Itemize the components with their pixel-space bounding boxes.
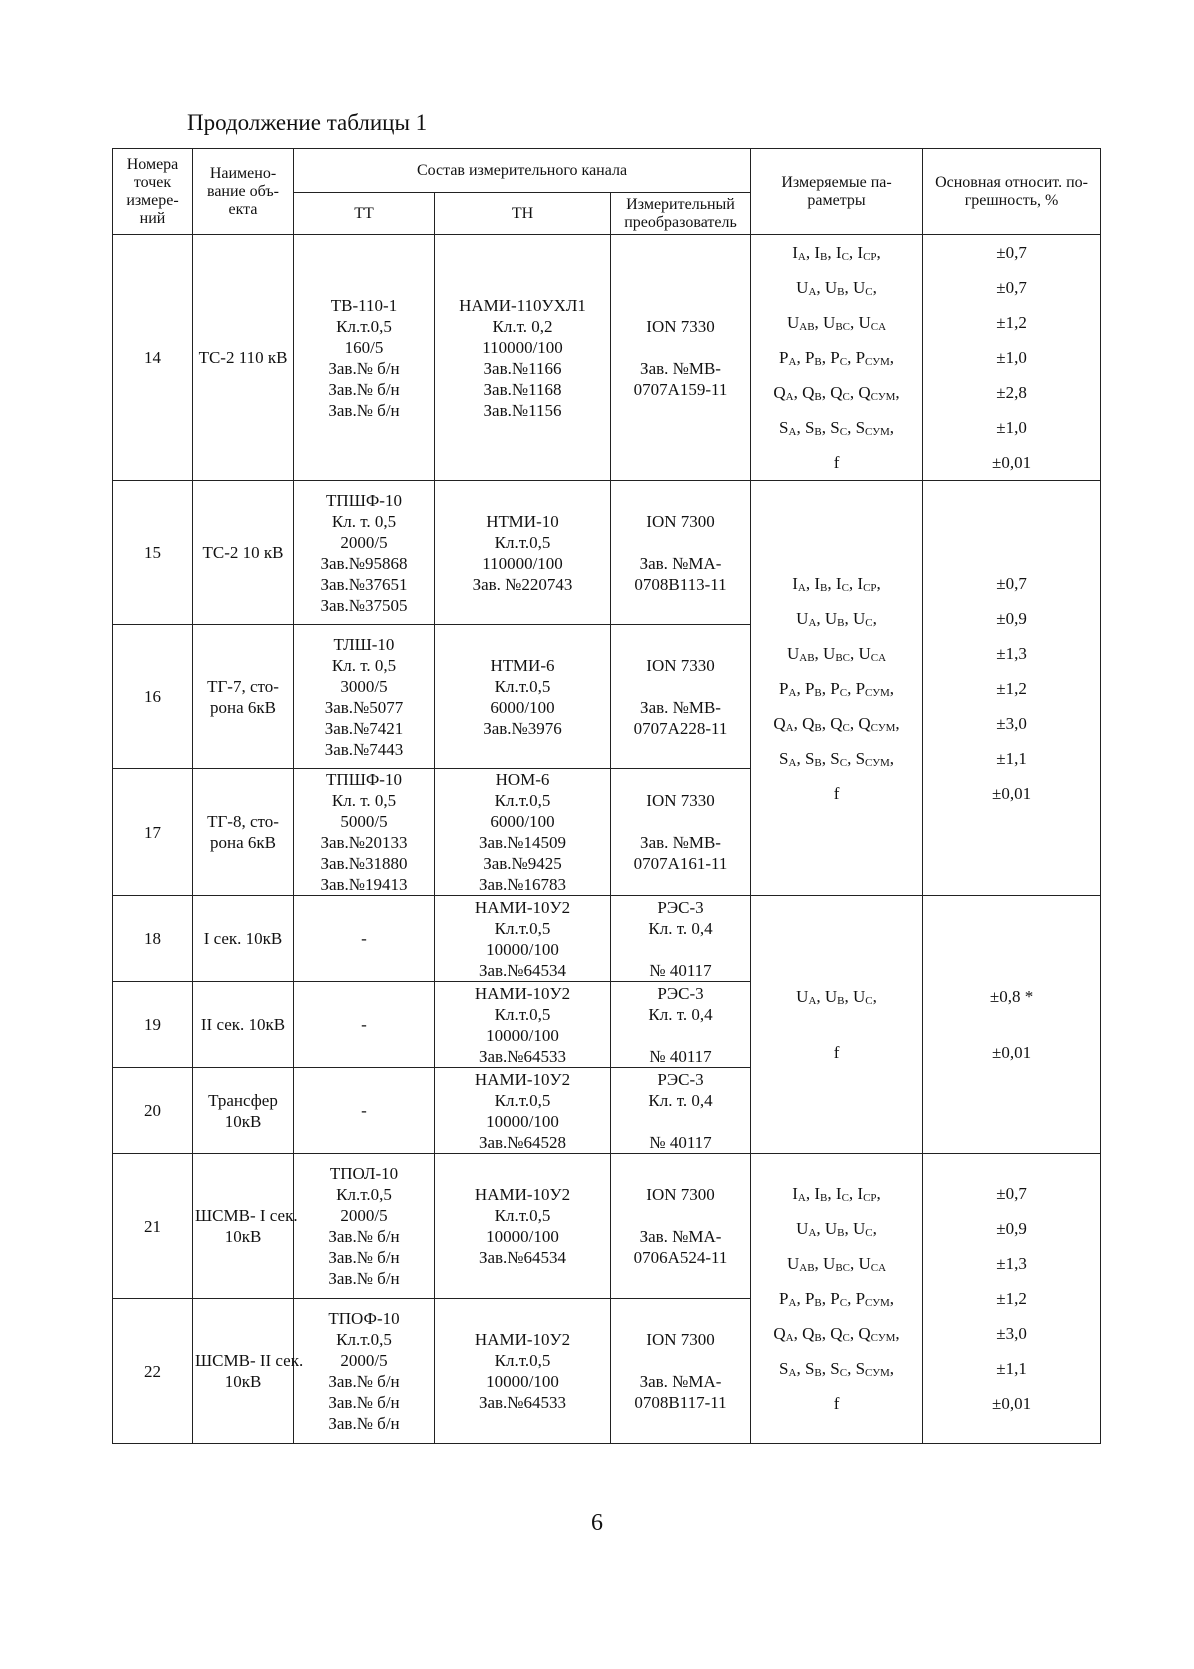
tt-line: ТПОФ-10 <box>328 1309 400 1328</box>
measured-param: $S_A$, $S_B$, $S_C$, $S_{СУМ}$, <box>779 1359 895 1379</box>
tt-line: - <box>361 1015 367 1034</box>
tn-line: Кл.т.0,5 <box>494 1206 551 1225</box>
tn-line: НТМИ-10 <box>486 511 559 531</box>
error-value: ±0,01 <box>991 1042 1032 1062</box>
tn-line: НАМИ-10У2 <box>474 1330 571 1349</box>
error-value: ±0,7 <box>996 243 1027 262</box>
tn-line: Зав.№9425 <box>483 854 562 873</box>
tt-line: Зав.№7443 <box>324 739 404 759</box>
object-name-cell <box>193 1068 294 1154</box>
error-value: ±1,0 <box>996 348 1027 367</box>
measured-param: $Q_A$, $Q_B$, $Q_C$, $Q_{СУМ}$, <box>773 383 900 403</box>
tn-line: Зав.№64533 <box>478 1393 567 1412</box>
object-name: ТС-2 110 кВ <box>198 348 288 367</box>
tt-cell <box>294 982 435 1068</box>
measured-param: $U_{AB}$, $U_{BC}$, $U_{CA}$ <box>786 643 887 664</box>
measured-param: $I_A$, $I_B$, $I_C$, $I_{CP}$, <box>792 1184 881 1204</box>
tt-cell <box>294 1068 435 1154</box>
error-value: ±0,01 <box>991 1394 1032 1413</box>
converter-line: ION 7330 <box>646 316 715 336</box>
tt-cell <box>294 1299 435 1444</box>
tt-line: 2000/5 <box>340 532 388 552</box>
converter-line: № 40117 <box>649 1132 712 1152</box>
header-tt: ТТ <box>294 193 435 235</box>
measured-param: $Q_A$, $Q_B$, $Q_C$, $Q_{СУМ}$, <box>773 713 900 734</box>
converter-line <box>613 337 748 358</box>
tt-cell <box>294 625 435 769</box>
tn-line: НТМИ-6 <box>490 655 555 675</box>
header-tn: ТН <box>435 193 611 235</box>
converter-line: 0706A524-11 <box>633 1248 728 1267</box>
relative-error-cell <box>923 481 1101 896</box>
converter-cell <box>611 235 751 481</box>
tt-line: Зав.№31880 <box>320 854 408 873</box>
tt-line: Зав.№37651 <box>320 574 408 594</box>
converter-line: РЭС-3 <box>657 897 704 917</box>
tn-line: Кл.т.0,5 <box>494 1090 551 1110</box>
converter-line: № 40117 <box>649 1046 712 1066</box>
converter-line <box>613 1111 748 1132</box>
object-name: I сек. 10кВ <box>203 929 283 948</box>
measured-param: f <box>833 783 840 803</box>
header-channel-composition: Состав измерительного канала <box>294 149 751 193</box>
point-number: 18 <box>113 896 193 982</box>
tn-cell <box>435 896 611 982</box>
tn-line: Зав.№1168 <box>483 379 562 399</box>
tn-line: НАМИ-10У2 <box>474 897 571 917</box>
converter-line <box>613 811 748 832</box>
tt-cell <box>294 481 435 625</box>
converter-line: Зав. №MB- <box>640 697 721 717</box>
header-converter: Измерительный преобразователь <box>611 193 751 235</box>
tn-line: Кл.т.0,5 <box>494 676 551 696</box>
converter-line: Зав. №MB- <box>640 358 721 378</box>
converter-line: РЭС-3 <box>657 1069 704 1089</box>
tn-line: 10000/100 <box>486 1372 559 1391</box>
table-row <box>113 481 1101 625</box>
tn-line: 6000/100 <box>490 812 555 831</box>
point-number: 14 <box>113 235 193 481</box>
object-name-cell <box>193 481 294 625</box>
point-number: 22 <box>113 1299 193 1444</box>
tt-line: ТПШФ-10 <box>326 490 402 510</box>
object-name-cell <box>193 769 294 896</box>
converter-line: 0707A161-11 <box>633 854 728 873</box>
tn-line: Зав.№64528 <box>478 1132 567 1152</box>
object-name: Трансфер <box>208 1090 278 1110</box>
error-value: ±1,2 <box>996 678 1027 698</box>
tt-line: - <box>361 1101 367 1120</box>
converter-line <box>613 1350 748 1371</box>
converter-line <box>613 676 748 697</box>
object-name: ТГ-8, сто- <box>207 812 279 831</box>
point-number: 16 <box>113 625 193 769</box>
converter-line <box>613 1025 748 1046</box>
tt-line: Кл. т. 0,5 <box>331 511 397 531</box>
point-number: 19 <box>113 982 193 1068</box>
converter-cell <box>611 1299 751 1444</box>
header-relative-error: Основная относит. по-грешность, % <box>923 149 1101 235</box>
object-name-cell <box>193 896 294 982</box>
tn-cell <box>435 1299 611 1444</box>
converter-line: 0707A159-11 <box>633 379 728 399</box>
error-value: ±1,2 <box>996 1289 1027 1308</box>
tn-line: 10000/100 <box>486 1025 559 1045</box>
converter-line <box>613 939 748 960</box>
converter-cell <box>611 625 751 769</box>
header-point-number: Номера точек измере-ний <box>113 149 193 235</box>
tt-line: Кл.т.0,5 <box>336 1330 392 1349</box>
table-caption: Продолжение таблицы 1 <box>187 110 428 135</box>
tn-cell <box>435 481 611 625</box>
error-value: ±3,0 <box>996 713 1027 733</box>
object-name: ШСМВ- I сек. <box>195 1206 298 1225</box>
object-name-cell <box>193 625 294 769</box>
converter-line: Кл. т. 0,4 <box>648 1004 713 1024</box>
header-measured-params: Измеряемые па-раметры <box>751 149 923 235</box>
measured-param: $P_A$, $P_B$, $P_C$, $P_{СУМ}$, <box>779 678 895 699</box>
tt-cell <box>294 235 435 481</box>
tt-line: Кл. т. 0,5 <box>331 791 397 810</box>
tn-line: 10000/100 <box>486 1227 559 1246</box>
object-name: II сек. 10кВ <box>200 1015 286 1034</box>
error-value: ±0,7 <box>996 278 1027 297</box>
converter-cell <box>611 982 751 1068</box>
tt-line: Зав.№37505 <box>320 595 408 615</box>
tn-cell <box>435 1068 611 1154</box>
error-value: ±2,8 <box>996 383 1027 402</box>
object-name-cell <box>193 982 294 1068</box>
tt-line: Зав.№7421 <box>324 718 404 738</box>
converter-cell <box>611 1068 751 1154</box>
tt-line: Зав.№ б/н <box>328 1414 400 1433</box>
tt-line: ТПОЛ-10 <box>329 1164 399 1183</box>
object-name: 10кВ <box>224 1372 262 1391</box>
object-name: рона 6кВ <box>210 833 276 852</box>
converter-line: РЭС-3 <box>657 983 704 1003</box>
tn-line: Зав.№64534 <box>478 1248 567 1267</box>
tt-line: Зав.№ б/н <box>328 1393 400 1412</box>
object-name: рона 6кВ <box>210 697 276 717</box>
tt-line: - <box>361 929 367 948</box>
tt-line: Кл.т.0,5 <box>336 1185 392 1204</box>
converter-line: ION 7300 <box>646 1185 715 1204</box>
relative-error-cell <box>923 235 1101 481</box>
error-value: ±1,3 <box>996 643 1027 663</box>
converter-line: Зав. №MB- <box>640 833 721 852</box>
point-number: 20 <box>113 1068 193 1154</box>
tt-line: Зав.№ б/н <box>328 1248 400 1267</box>
converter-line <box>613 532 748 553</box>
measured-param: $I_A$, $I_B$, $I_C$, $I_{CP}$, <box>792 243 881 263</box>
tn-cell <box>435 769 611 896</box>
tn-line: НОМ-6 <box>495 770 550 789</box>
tn-line: 110000/100 <box>482 337 563 357</box>
table-row <box>113 896 1101 982</box>
point-number: 17 <box>113 769 193 896</box>
tt-line: Зав.№ б/н <box>328 400 400 420</box>
measured-param: $Q_A$, $Q_B$, $Q_C$, $Q_{СУМ}$, <box>773 1324 900 1344</box>
tt-line: 2000/5 <box>340 1351 388 1370</box>
converter-line: ION 7300 <box>646 511 715 531</box>
tn-cell <box>435 1154 611 1299</box>
tt-cell <box>294 896 435 982</box>
measured-param: $S_A$, $S_B$, $S_C$, $S_{СУМ}$, <box>779 418 895 438</box>
tn-line: Зав.№3976 <box>483 718 562 738</box>
tt-line: 5000/5 <box>340 812 388 831</box>
relative-error-cell <box>923 1154 1101 1444</box>
converter-line: Зав. №МА- <box>639 553 722 573</box>
tt-line: Зав.№ б/н <box>328 1227 400 1246</box>
converter-line: 0707A228-11 <box>633 718 728 738</box>
table-row <box>113 1154 1101 1299</box>
tt-line: ТЛШ-10 <box>333 634 395 654</box>
measured-params-cell <box>751 1154 923 1444</box>
converter-line: Кл. т. 0,4 <box>648 1090 713 1110</box>
converter-line: Зав. №МА- <box>639 1372 722 1391</box>
tn-cell <box>435 235 611 481</box>
table-row <box>113 235 1101 481</box>
tt-line: Кл. т. 0,5 <box>331 655 397 675</box>
error-value: ±0,9 <box>996 1219 1027 1238</box>
measured-param: $U_{AB}$, $U_{BC}$, $U_{CA}$ <box>786 313 887 333</box>
error-value: ±0,8 * <box>989 986 1034 1006</box>
tn-cell <box>435 625 611 769</box>
error-value: ±0,7 <box>996 1184 1027 1203</box>
tt-line: 2000/5 <box>340 1206 388 1225</box>
tn-line: Зав.№1156 <box>483 400 562 420</box>
object-name: 10кВ <box>224 1111 262 1131</box>
converter-line <box>613 1205 748 1226</box>
measured-params-cell <box>751 481 923 896</box>
tt-line: Зав.№ б/н <box>328 358 400 378</box>
tn-line: Зав.№64533 <box>478 1046 567 1066</box>
converter-cell <box>611 769 751 896</box>
object-name-cell <box>193 235 294 481</box>
tt-line: Зав.№ б/н <box>328 379 400 399</box>
tn-line: Зав.№64534 <box>478 960 567 980</box>
tn-line: Кл.т. 0,2 <box>492 316 553 336</box>
tn-line: 10000/100 <box>486 939 559 959</box>
relative-error-cell <box>923 896 1101 1154</box>
tt-line: Зав.№19413 <box>320 875 408 894</box>
measured-params-cell <box>751 235 923 481</box>
measured-param: $U_A$, $U_B$, $U_C$, <box>796 278 877 298</box>
object-name: ШСМВ- II сек. <box>195 1351 304 1370</box>
error-value: ±1,1 <box>996 1359 1027 1378</box>
measured-param: $U_A$, $U_B$, $U_C$, <box>796 1219 877 1239</box>
tn-line: Кл.т.0,5 <box>494 532 551 552</box>
tt-line: Зав.№ б/н <box>328 1372 400 1391</box>
error-value: ±1,0 <box>996 418 1027 437</box>
converter-cell <box>611 1154 751 1299</box>
converter-line: № 40117 <box>649 960 712 980</box>
converter-cell <box>611 481 751 625</box>
error-value: ±1,3 <box>996 1254 1027 1273</box>
converter-line: ION 7330 <box>646 791 715 810</box>
measurement-table <box>112 148 1101 1444</box>
tn-line: Кл.т.0,5 <box>494 918 551 938</box>
object-name-cell <box>193 1299 304 1444</box>
object-name: ТС-2 10 кВ <box>202 543 284 562</box>
tt-line: Зав.№ б/н <box>328 1269 400 1288</box>
converter-line: ION 7300 <box>646 1330 715 1349</box>
measured-param: $U_A$, $U_B$, $U_C$, <box>796 986 877 1007</box>
measured-param: $S_A$, $S_B$, $S_C$, $S_{СУМ}$, <box>779 748 895 769</box>
error-value: ±1,1 <box>996 748 1027 768</box>
tn-line: 6000/100 <box>490 697 555 717</box>
tt-line: Кл.т.0,5 <box>336 316 392 336</box>
tn-cell <box>435 982 611 1068</box>
error-value: ±0,01 <box>991 783 1032 803</box>
page-number: 6 <box>591 1510 603 1536</box>
tt-line: ТПШФ-10 <box>326 770 402 789</box>
tt-line: Зав.№20133 <box>320 833 408 852</box>
header-object-name: Наимено-вание объ-екта <box>193 149 294 235</box>
converter-line: 0708B113-11 <box>634 574 727 594</box>
tn-line: 10000/100 <box>486 1111 559 1131</box>
tn-line: Зав.№16783 <box>478 875 567 894</box>
point-number: 21 <box>113 1154 193 1299</box>
tt-line: ТВ-110-1 <box>330 295 398 315</box>
error-value: ±0,9 <box>996 608 1027 628</box>
converter-cell <box>611 896 751 982</box>
converter-line: Кл. т. 0,4 <box>648 918 713 938</box>
measured-param: $U_A$, $U_B$, $U_C$, <box>796 608 877 629</box>
measured-param: $U_{AB}$, $U_{BC}$, $U_{CA}$ <box>786 1254 887 1274</box>
measured-param: $P_A$, $P_B$, $P_C$, $P_{СУМ}$, <box>779 348 895 368</box>
tt-cell <box>294 1154 435 1299</box>
tn-line: Кл.т.0,5 <box>494 791 551 810</box>
tt-line: Зав.№95868 <box>320 553 408 573</box>
tn-line: НАМИ-110УХЛ1 <box>459 295 586 315</box>
tn-line: Кл.т.0,5 <box>494 1351 551 1370</box>
point-number: 15 <box>113 481 193 625</box>
tt-line: 160/5 <box>344 337 384 357</box>
error-value: ±0,7 <box>996 573 1027 593</box>
tn-line: 110000/100 <box>482 553 563 573</box>
measured-params-cell <box>751 896 923 1154</box>
tn-line: Зав.№1166 <box>483 358 562 378</box>
converter-line: ION 7330 <box>646 655 715 675</box>
tt-cell <box>294 769 435 896</box>
measured-param: f <box>833 453 840 472</box>
object-name-cell <box>193 1154 298 1299</box>
measured-param: $P_A$, $P_B$, $P_C$, $P_{СУМ}$, <box>779 1289 895 1309</box>
tt-line: 3000/5 <box>340 676 388 696</box>
tn-line: Кл.т.0,5 <box>494 1004 551 1024</box>
tn-line: НАМИ-10У2 <box>474 1185 571 1204</box>
error-value: ±3,0 <box>996 1324 1027 1343</box>
object-name: ТГ-7, сто- <box>207 676 279 696</box>
measured-param: $I_A$, $I_B$, $I_C$, $I_{CP}$, <box>792 573 881 594</box>
error-value: ±0,01 <box>991 453 1032 472</box>
tn-line: НАМИ-10У2 <box>474 983 571 1003</box>
tn-line: Зав.№14509 <box>478 833 567 852</box>
tn-line: Зав. №220743 <box>472 574 573 594</box>
error-value: ±1,2 <box>996 313 1027 332</box>
tt-line: Зав.№5077 <box>324 697 404 717</box>
tn-line: НАМИ-10У2 <box>474 1069 571 1089</box>
measured-param: f <box>833 1042 840 1062</box>
converter-line: Зав. №МА- <box>639 1227 722 1246</box>
object-name: 10кВ <box>224 1227 262 1246</box>
measured-param: f <box>833 1394 840 1413</box>
converter-line: 0708B117-11 <box>634 1393 727 1412</box>
